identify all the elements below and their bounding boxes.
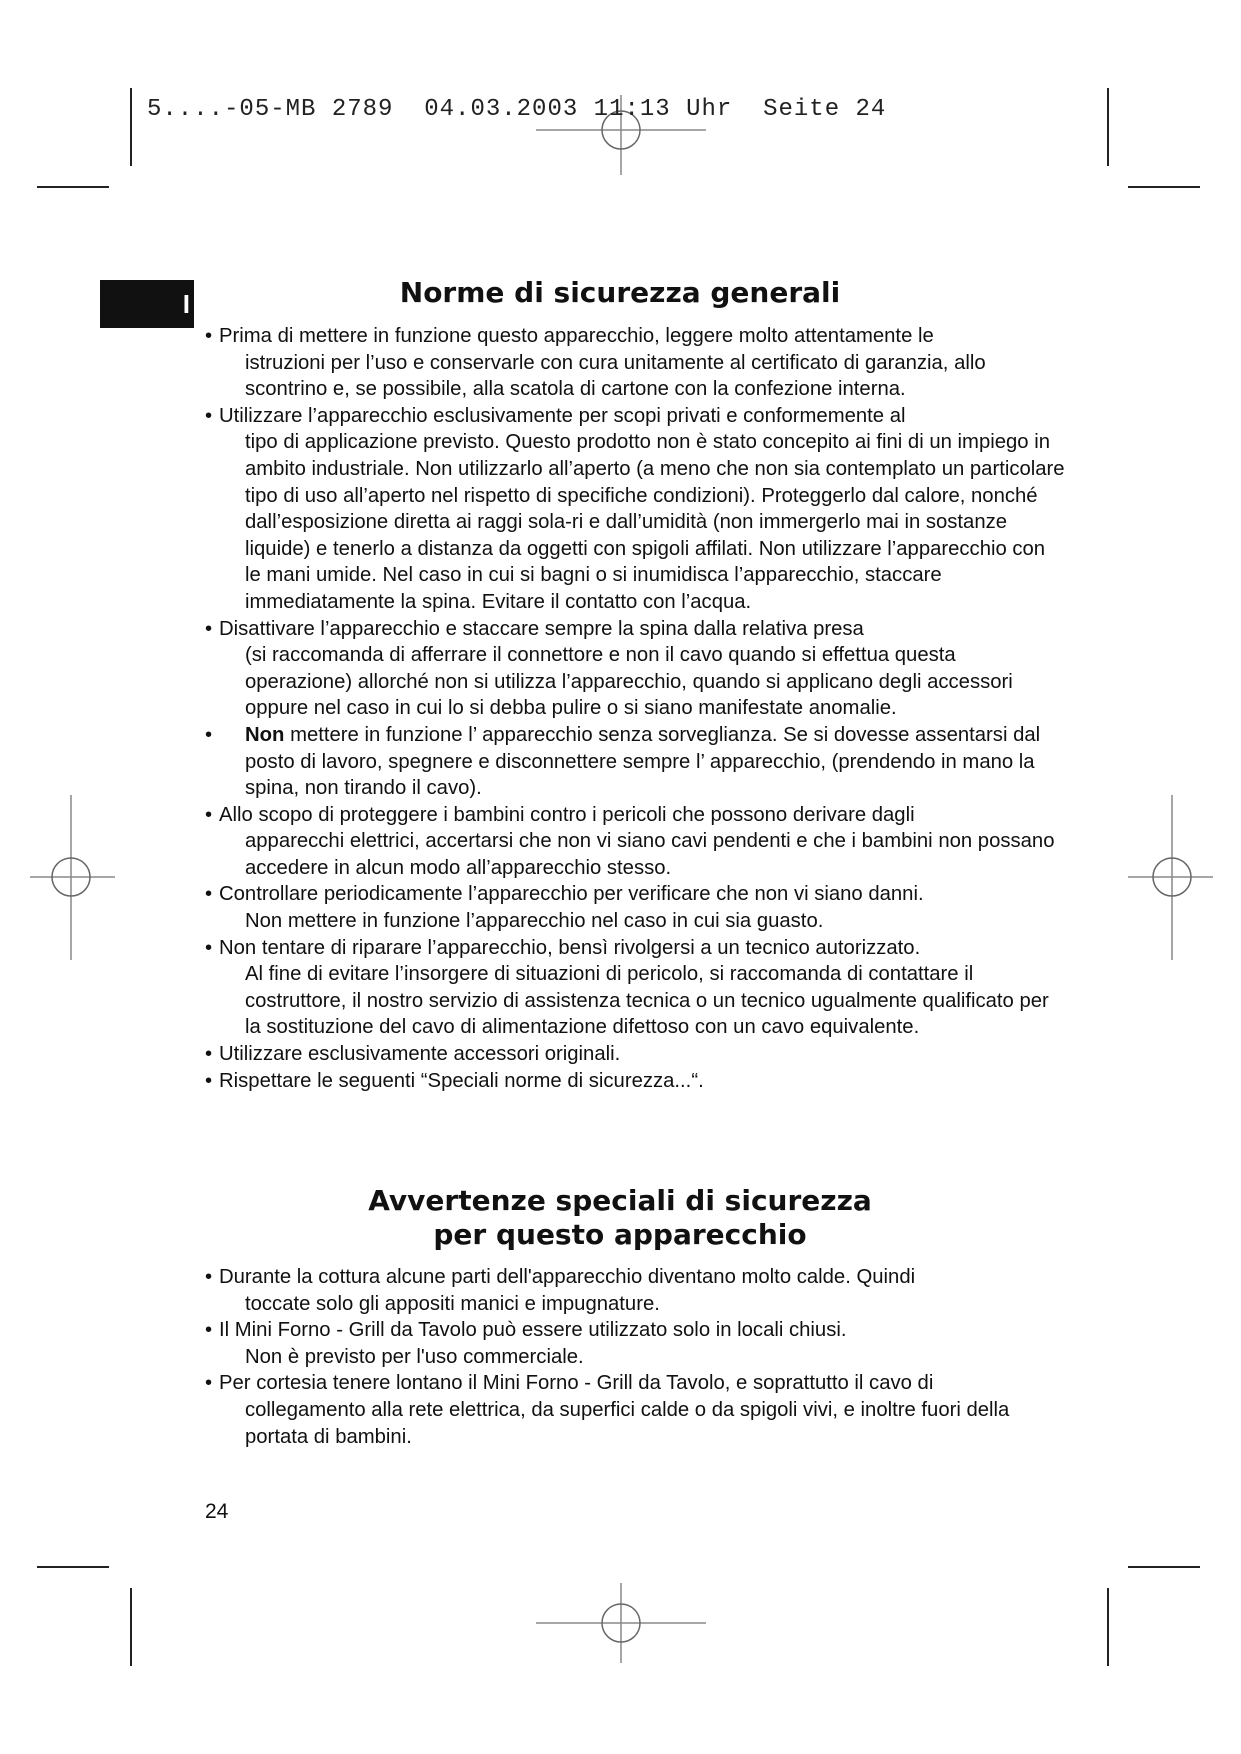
list-item: • Disattivare l’apparecchio e staccare sempre la spina dalla relativa presa (si raccomanda di afferrare il connettore e non il cavo quando si effettua questa operazione) allorché non si utilizza l’apparecchio, quando si applicano degli accessori oppure nel caso in cui lo si debba pulire o si siano manifestate anomalie. <box>205 617 1013 720</box>
crop-mark <box>37 186 109 188</box>
list-item: • Non tentare di riparare l’apparecchio, bensì rivolgersi a un tecnico autorizzato. Al fine di evitare l’insorgere di situazioni di pericolo, si raccomanda di contattare il costruttore, il nostro servizio di assistenza tecnica o un tecnico ugualmente qualificato per la sostituzione del cavo di alimentazione difettoso con un cavo equivalente. <box>205 936 1049 1039</box>
crop-mark <box>37 1566 109 1568</box>
registration-mark <box>30 795 115 960</box>
crop-mark <box>130 1588 132 1666</box>
general-safety-list <box>205 323 1065 1094</box>
list-item: • Controllare periodicamente l’apparecchio per verificare che non vi siano danni. Non mettere in funzione l’apparecchio nel caso in cui sia guasto. <box>205 883 924 933</box>
page-number: 24 <box>205 1500 229 1523</box>
language-tab: I <box>100 280 194 328</box>
registration-mark <box>1128 795 1213 960</box>
section-title-line: per questo apparecchio <box>433 1218 807 1251</box>
crop-mark <box>1107 88 1109 166</box>
crop-mark <box>1107 1588 1109 1666</box>
print-slug: 5....-05-MB 2789 04.03.2003 11:13 Uhr Seite 24 <box>147 96 887 123</box>
list-item: • Rispettare le seguenti “Speciali norme di sicurezza...“. <box>205 1069 704 1092</box>
list-item: • Allo scopo di proteggere i bambini contro i pericoli che possono derivare dagli apparecchi elettrici, accertarsi che non vi siano cavi pendenti e che i bambini non possano accedere in alcun modo all’apparecchio stesso. <box>205 803 1055 879</box>
section-title-special-warnings <box>180 1184 1060 1252</box>
list-item: • Per cortesia tenere lontano il Mini Forno - Grill da Tavolo, e soprattutto il cavo di collegamento alla rete elettrica, da superfici calde o da spigoli vivi, e inoltre fuori della portata di bambini. <box>205 1372 1010 1448</box>
crop-mark <box>1128 1566 1200 1568</box>
list-item: • Non mettere in funzione l’ apparecchio senza sorveglianza. Se si dovesse assentarsi dal posto di lavoro, spegnere e disconnettere sempre l’ apparecchio, (prendendo in mano la spina, non tirando il cavo). <box>205 723 1041 800</box>
special-warnings-list <box>205 1264 1065 1450</box>
crop-mark <box>1128 186 1200 188</box>
section-title-line: Avvertenze speciali di sicurezza <box>368 1184 872 1217</box>
list-item: • Prima di mettere in funzione questo apparecchio, leggere molto attentamente le istruzioni per l’uso e conservarle con cura unitamente al certificato di garanzia, allo scontrino e, se possibile, alla scatola di cartone con la confezione interna. <box>205 325 986 401</box>
section-title-general-safety: Norme di sicurezza generali <box>399 276 841 309</box>
crop-mark <box>130 88 132 166</box>
list-item: • Durante la cottura alcune parti dell'apparecchio diventano molto calde. Quindi toccate solo gli appositi manici e impugnature. <box>205 1266 916 1315</box>
registration-mark <box>536 1583 706 1663</box>
list-item: • Il Mini Forno - Grill da Tavolo può essere utilizzato solo in locali chiusi. Non è previsto per l'uso commerciale. <box>205 1319 847 1368</box>
list-item: • Utilizzare l’apparecchio esclusivamente per scopi privati e conformemente al tipo di applicazione previsto. Questo prodotto non è stato concepito ai fini di un impiego in ambito industriale. Non utilizzarlo all’aperto (a meno che non sia contemplato un particolare tipo di uso all’aperto nel rispetto di specifiche condizioni). Proteggerlo dal calore, nonché dall’esposizione diretta ai raggi sola-ri e dall’umidità (non immergerlo mai in sostanze liquide) e tenerlo a distanza da oggetti con spigoli affilati. Non utilizzare l’apparecchio con le mani umide. Nel caso in cui si bagni o si inumidisca l’apparecchio, staccare immediatamente la spina. Evitare il contatto con l’acqua. <box>205 404 1065 613</box>
list-item: • Utilizzare esclusivamente accessori originali. <box>205 1043 621 1066</box>
